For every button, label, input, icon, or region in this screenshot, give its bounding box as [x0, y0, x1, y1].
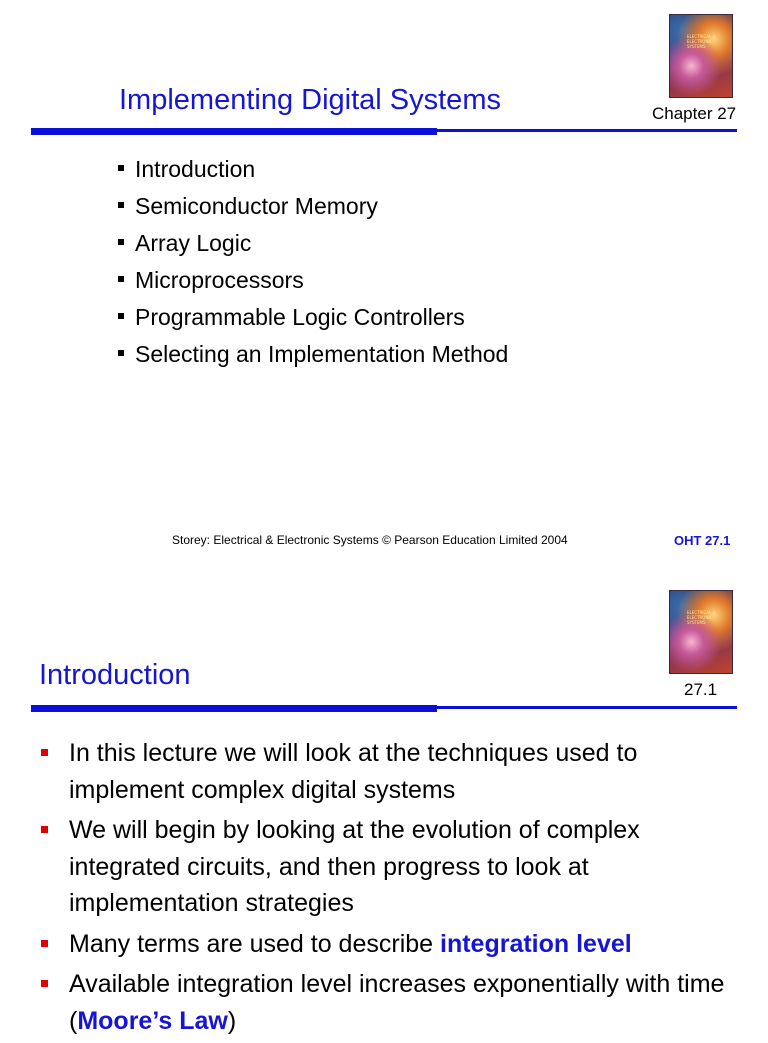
list-item: Programmable Logic Controllers — [117, 303, 508, 340]
bullet-square-icon — [118, 276, 124, 282]
list-item: Many terms are used to describe integration level — [40, 926, 740, 963]
footer-credit: Storey: Electrical & Electronic Systems © Pearson Education Limited 2004 — [172, 533, 568, 547]
list-item: Array Logic — [117, 229, 508, 266]
list-item: We will begin by looking at the evolution of complex integrated circuits, and then progress to look at implementation strategies — [40, 812, 740, 922]
book-cover-image — [669, 590, 733, 674]
bullet-square-icon — [118, 313, 124, 319]
slide-title: Introduction — [39, 659, 191, 691]
title-rule — [31, 128, 437, 135]
book-cover-text: ELECTRICAL & ELECTRONIC SYSTEMS — [687, 34, 716, 49]
slide-number: OHT 27.1 — [674, 533, 731, 548]
red-bullet-icon — [41, 980, 48, 987]
red-bullet-icon — [41, 826, 48, 833]
title-rule-thin — [437, 129, 737, 132]
bullet-square-icon — [118, 202, 124, 208]
list-item: Introduction — [117, 155, 508, 192]
chapter-contents-list — [117, 155, 508, 377]
list-item: Semiconductor Memory — [117, 192, 508, 229]
list-item: Microprocessors — [117, 266, 508, 303]
bullet-square-icon — [118, 350, 124, 356]
highlight-term: Moore’s Law — [77, 1006, 228, 1035]
introduction-bullets — [40, 735, 740, 1043]
book-cover-text: ELECTRICAL & ELECTRONIC SYSTEMS — [687, 610, 716, 625]
book-cover-image — [669, 14, 733, 98]
title-rule — [31, 705, 437, 712]
title-rule-thin — [437, 706, 737, 709]
list-item: Selecting an Implementation Method — [117, 340, 508, 377]
list-item: In this lecture we will look at the techniques used to implement complex digital systems — [40, 735, 740, 808]
section-label: 27.1 — [684, 680, 718, 699]
slide-2 — [0, 575, 768, 1035]
red-bullet-icon — [41, 940, 48, 947]
slide-title: Implementing Digital Systems — [119, 84, 501, 116]
chapter-label: Chapter 27 — [652, 104, 737, 123]
red-bullet-icon — [41, 749, 48, 756]
bullet-square-icon — [118, 239, 124, 245]
highlight-term: integration level — [440, 929, 632, 958]
list-item: Available integration level increases exponentially with time (Moore’s Law) — [40, 966, 740, 1039]
bullet-square-icon — [118, 165, 124, 171]
